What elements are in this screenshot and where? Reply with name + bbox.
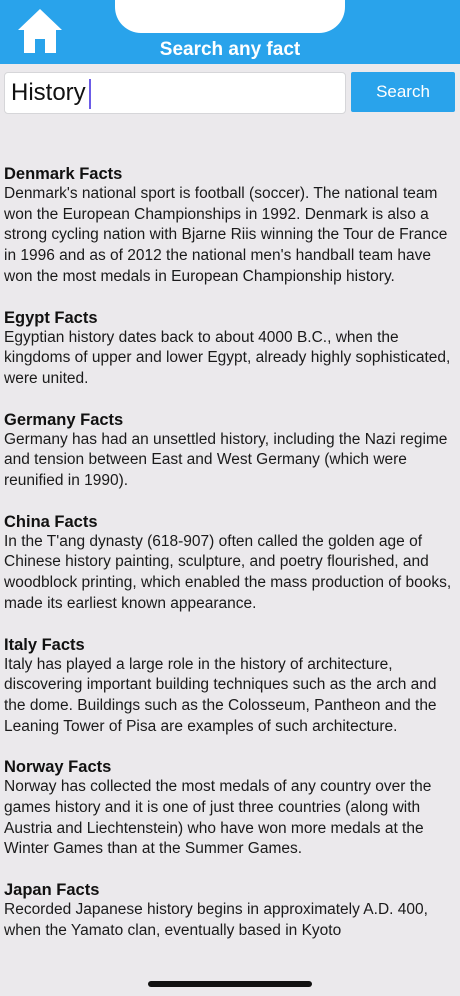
- fact-title: Norway Facts: [4, 758, 112, 777]
- fact-title: China Facts: [4, 512, 98, 531]
- results-list: [4, 164, 454, 962]
- fact-title: Japan Facts: [4, 881, 100, 900]
- fact-text: In the T'ang dynasty (618-907) often called the golden age of Chinese history painting, sculpture, and poetry flourished, and woodblock printing, which enabled the mass production of books, made its earliest known appearance.: [4, 532, 452, 612]
- fact-item: [4, 308, 454, 390]
- fact-item: [4, 410, 454, 492]
- header-bar: [0, 0, 460, 64]
- fact-text: Denmark's national sport is football (soccer). The national team won the European Championships in 1992. Denmark is also a strong cycling nation with Bjarne Riis winning the Tour de France in 1996 and as of 2012 the national men's handball team have won the most medals in European Championship history.: [4, 185, 448, 285]
- page-title: Search any fact: [159, 39, 301, 60]
- fact-title: Germany Facts: [4, 410, 124, 429]
- fact-item: [4, 757, 454, 860]
- fact-text: Recorded Japanese history begins in approximately A.D. 400, when the Yamato clan, eventually based in Kyoto: [4, 901, 428, 939]
- fact-title: Egypt Facts: [4, 308, 98, 327]
- fact-text: Germany has had an unsettled history, including the Nazi regime and tension between East and West Germany (which were reunified in 1990).: [4, 430, 448, 490]
- fact-item: [4, 880, 454, 941]
- fact-item: [4, 635, 454, 738]
- fact-title: Italy Facts: [4, 635, 85, 654]
- fact-text: Italy has played a large role in the history of architecture, discovering important building techniques such as the arch and the dome. Buildings such as the Colosseum, Pantheon and the Leaning Tower of Pisa are examples of such architecture.: [4, 655, 437, 735]
- text-caret: [89, 79, 91, 109]
- fact-text: Egyptian history dates back to about 4000 B.C., when the kingdoms of upper and lower Egypt, already highly sophisticated, were united.: [4, 328, 451, 387]
- fact-title: Denmark Facts: [4, 165, 123, 183]
- home-indicator[interactable]: [148, 981, 312, 987]
- device-notch: [115, 0, 345, 33]
- fact-text: Norway has collected the most medals of any country over the games history and it is one of just three countries (along with Austria and Liechtenstein) who have won more medals at the Winter Games than at the Summer Games.: [4, 778, 432, 858]
- fact-item: [4, 164, 454, 288]
- fact-item: [4, 512, 454, 615]
- search-button[interactable]: Search: [351, 72, 455, 112]
- search-input[interactable]: [4, 72, 346, 114]
